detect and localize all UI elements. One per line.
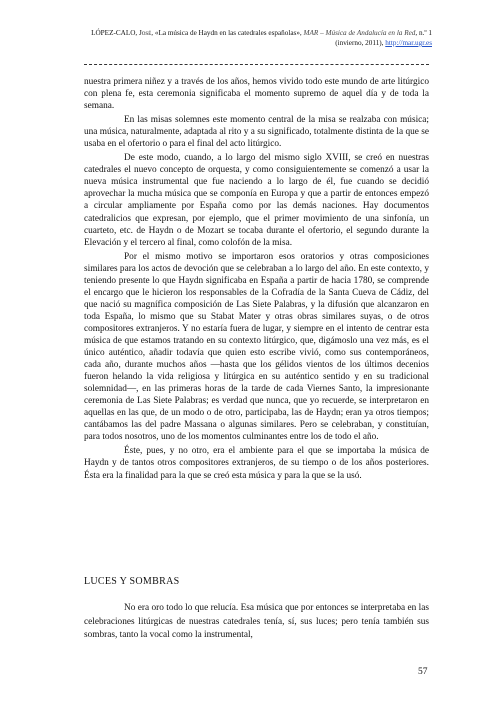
paragraph-4: Por el mismo motivo se importaron esos oratorios y otras composiciones similares para los actos de devoción que se celebraban a lo largo del año. En este contexto, y teniendo presente lo que Haydn significaba en España a partir de hacia 1780, se comprende el encargo que le hicieron los responsables de la Cofradía de la Santa Cueva de Cádiz, del que nació su magnífica composición de Las Siete Palabras, y la difusión que alcanzaron en toda España, lo mismo que su Stabat Mater y otras obras similares suyas, o de otros compositores extranjeros. Y no estaría fuera de lugar, y siempre en el intento de centrar esta música de que estamos tratando en su contexto litúrgico, que, digámoslo una vez más, es el único auténtico, añadir todavía que quien esto escribe vivió, como sus contemporáneos, cada año, durante muchos años —hasta que los gélidos vientos de los últimos decenios fueron helando la vida religiosa y litúrgica en su auténtico sentido y en su tradicional solemnidad—, en las primeras horas de la tarde de cada Viernes Santo, la impresionante ceremonia de Las Siete Palabras; es verdad que nunca, que yo recuerde, se interpretaron en aquellas en las que, de un modo o de otro, participaba, las de Haydn; eran ya otros tiempos; cantábamos las del padre Massana o algunas similares. Pero se celebraban, y constituían, para todos nosotros, uno de los momentos culminantes entre los de todo el año. [84,251,429,443]
paragraph-6: No era oro todo lo que relucía. Esa música que por entonces se interpretaba en las celebraciones litúrgicas de nuestras catedrales tenía, sí, sus luces; pero tenía también sus sombras, tanto la vocal como la instrumental, [84,603,429,640]
paragraph-2: En las misas solemnes este momento central de la misa se realzaba con música; una música, naturalmente, adaptada al rito y a su significado, totalmente distinta de la que se usaba en el ofertorio o para el final del acto litúrgico. [84,115,429,150]
paragraph-1: nuestra primera niñez y a través de los años, hemos vivido todo este mundo de arte litúrgico con plena fe, esta ceremonia significaba el momento supremo de aquel día y de toda la semana. [84,77,429,112]
header-title: «La música de Haydn en las catedrales españolas», [154,29,302,37]
section-heading: LUCES Y SOMBRAS [84,576,180,587]
body-text [84,76,429,484]
header-rule [84,64,429,65]
header-issue: , n.º 1 (invierno, 2011), [335,29,432,47]
running-header [72,28,432,48]
header-author: LÓPEZ-CALO, José, [91,29,154,37]
page-number: 57 [418,667,428,677]
paragraph-5: Éste, pues, y no otro, era el ambiente para el que se importaba la música de Haydn y de tantos otros compositores extranjeros, de su tiempo o de los años posteriores. Ésta era la finalidad para la que se creó esta música y para la que se la usó. [84,446,429,481]
header-journal: MAR – Música de Andalucía en la Red [303,29,416,37]
paragraph-3: De este modo, cuando, a lo largo del mismo siglo XVIII, se creó en nuestras catedrales el nuevo concepto de orquesta, y como consiguientemente se comenzó a usar la nueva música instrumental que fue naciendo a lo largo de él, fue cuando se decidió aprovechar la mucha música que se componía en Europa y que a partir de entonces empezó a circular ampliamente por España como por las demás naciones. Hay documentos catedralicios que expresan, por ejemplo, que el primer movimiento de una sinfonía, un cuarteto, etc. de Haydn o de Mozart se tocaba durante el ofertorio, el segundo durante la Elevación y el tercero al final, como colofón de la misa. [84,153,429,248]
section-body [84,602,429,643]
header-url-link[interactable]: http://mar.ugr.es [385,39,432,47]
